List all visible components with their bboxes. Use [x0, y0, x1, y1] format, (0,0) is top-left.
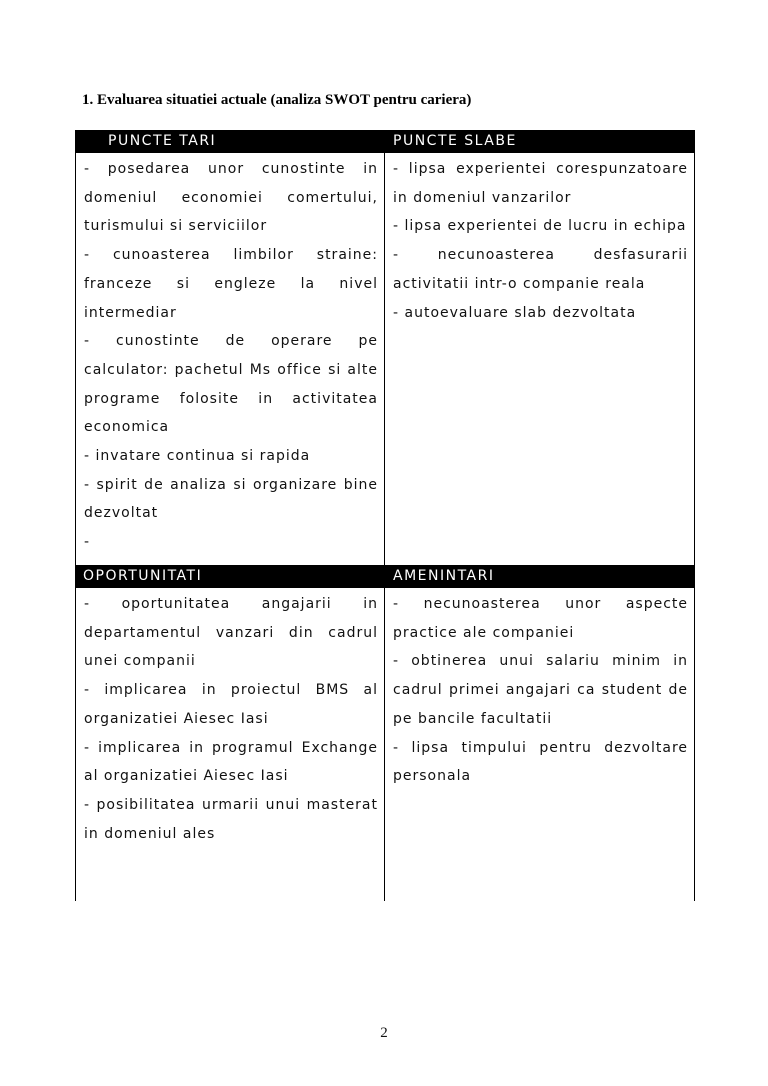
swot-table — [75, 130, 695, 901]
weakness-item: - autoevaluare slab dezvoltata — [393, 304, 637, 321]
opportunity-item: - implicarea in programul Exchange al organizatiei Aiesec Iasi — [84, 739, 378, 785]
strength-item: - posedarea unor cunostinte in domeniul economiei comertului, turismului si serviciilor — [84, 161, 378, 235]
threat-item: - necunoasterea unor aspecte practice ale companiei — [393, 596, 688, 641]
opportunities-cell — [75, 588, 385, 901]
strengths-header: PUNCTE TARI — [108, 133, 217, 149]
weaknesses-header: PUNCTE SLABE — [393, 133, 517, 149]
opportunity-item: - implicarea in proiectul BMS al organizatiei Aiesec Iasi — [84, 682, 378, 727]
strengths-cell — [75, 153, 385, 565]
strength-item: - cunoasterea limbilor straine: franceze si engleze la nivel intermediar — [84, 247, 378, 321]
strength-item: - — [84, 534, 91, 551]
swot-body-row-bottom — [75, 588, 695, 901]
weakness-item: - necunoasterea desfasurarii activitatii intr-o companie reala — [393, 247, 688, 292]
threat-item: - obtinerea unui salariu minim in cadrul primei angajari ca student de pe bancile facultatii — [393, 653, 688, 727]
opportunity-item: - oportunitatea angajarii in departamentul vanzari din cadrul unei companii — [84, 596, 378, 670]
strength-item: - spirit de analiza si organizare bine dezvoltat — [84, 476, 378, 522]
weaknesses-cell — [385, 153, 695, 565]
threats-cell — [385, 588, 695, 901]
swot-header-row-top — [75, 130, 695, 153]
strength-item: - cunostinte de operare pe calculator: pachetul Ms office si alte programe folosite in activitatea economica — [84, 333, 378, 436]
weakness-item: - lipsa experientei corespunzatoare in domeniul vanzarilor — [393, 161, 688, 206]
strength-item: - invatare continua si rapida — [84, 448, 311, 465]
weakness-item: - lipsa experientei de lucru in echipa — [393, 218, 687, 235]
swot-header-row-bottom — [75, 565, 695, 588]
opportunity-item: - posibilitatea urmarii unui masterat in domeniul ales — [84, 796, 378, 842]
page-number: 2 — [380, 1025, 388, 1041]
section-heading: 1. Evaluarea situatiei actuale (analiza SWOT pentru cariera) — [82, 92, 472, 108]
threat-item: - lipsa timpului pentru dezvoltare personala — [393, 739, 688, 785]
threats-header: AMENINTARI — [393, 568, 495, 584]
opportunities-header: OPORTUNITATI — [83, 568, 203, 584]
swot-body-row-top — [75, 153, 695, 565]
